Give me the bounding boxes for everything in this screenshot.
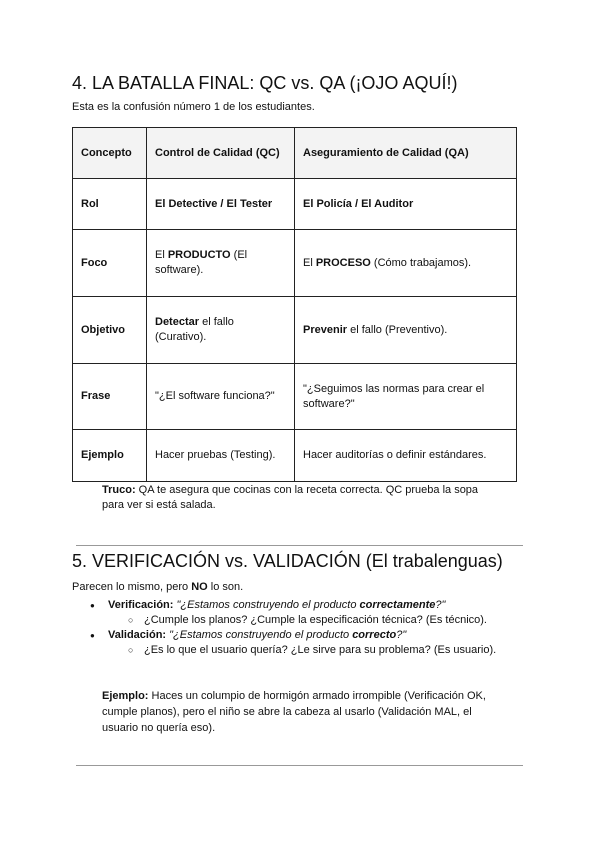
header-qc: Control de Calidad (QC) [147, 128, 295, 179]
item-quote-pre: "¿Estamos construyendo el producto [166, 629, 353, 641]
sub-list-item: ○ ¿Es lo que el usuario quería? ¿Le sirve para su problema? (Es usuario). [108, 643, 522, 658]
table-row [73, 430, 517, 482]
intro-bold: NO [191, 581, 208, 593]
example-text: Haces un columpio de hormigón armado irrompible (Verificación OK, cumple planos), pero el niño se abre la cabeza al usarlo (Validación MAL, el usuario no quería eso). [102, 690, 486, 734]
item-quote-bold: correcto [352, 629, 397, 641]
row-label: Objetivo [73, 297, 147, 364]
divider [76, 545, 523, 546]
item-label: Validación: [108, 629, 167, 641]
row-qa-text: El Policía / El Auditor [303, 197, 414, 210]
table-row [73, 230, 517, 297]
table-row [73, 364, 517, 430]
row-qc [147, 230, 295, 297]
item-label: Verificación: [108, 599, 174, 611]
list-item [72, 598, 522, 628]
row-qa [295, 179, 517, 230]
row-qa-post: el fallo (Preventivo). [347, 323, 448, 336]
table-header-row [73, 128, 517, 179]
qc-vs-qa-table [72, 127, 517, 482]
row-qa-pre: El [303, 256, 316, 269]
row-label: Rol [73, 179, 147, 230]
item-quote-pre: "¿Estamos construyendo el producto [173, 599, 360, 611]
row-qa: Hacer auditorías o definir estándares. [295, 430, 517, 482]
item-quote-post: ?" [435, 599, 446, 611]
item-quote-post: ?" [396, 629, 407, 641]
section-5-heading: 5. VERIFICACIÓN vs. VALIDACIÓN (El trabalenguas) [72, 551, 503, 571]
tip-text: QA te asegura que cocinas con la receta correcta. QC prueba la sopa para ver si está salada. [102, 484, 479, 511]
row-qa [295, 297, 517, 364]
row-qc-pre: El [155, 249, 168, 261]
divider [76, 765, 523, 766]
row-qc-post: (El software). [155, 249, 248, 276]
row-qc [147, 297, 295, 364]
row-label: Frase [73, 364, 147, 430]
row-label: Ejemplo [73, 430, 147, 482]
row-qa-bold: PROCESO [315, 256, 371, 269]
table-row [73, 179, 517, 230]
row-qa: "¿Seguimos las normas para crear el software?" [295, 364, 517, 430]
example-note [102, 688, 502, 736]
row-qa [295, 230, 517, 297]
list-item [72, 628, 522, 658]
intro-post: lo son. [207, 581, 244, 593]
intro-pre: Parecen lo mismo, pero [72, 581, 192, 593]
item-quote-bold: correctamente [359, 599, 436, 611]
section-4-heading: 4. LA BATALLA FINAL: QC vs. QA (¡OJO AQUÍ!) [72, 73, 458, 93]
definition-list [72, 598, 522, 658]
row-qc-bold: PRODUCTO [167, 249, 231, 261]
row-qc: "¿El software funciona?" [147, 364, 295, 430]
table-row [73, 297, 517, 364]
header-qa: Aseguramiento de Calidad (QA) [295, 128, 517, 179]
sub-list-item: ○ ¿Cumple los planos? ¿Cumple la especificación técnica? (Es técnico). [108, 613, 522, 628]
row-qc: Hacer pruebas (Testing). [147, 430, 295, 482]
header-concepto: Concepto [73, 128, 147, 179]
row-qc [147, 179, 295, 230]
tip-note [102, 483, 502, 513]
section-5-intro [72, 581, 243, 593]
example-label: Ejemplo: [102, 690, 149, 702]
row-qa-bold: Prevenir [303, 323, 348, 336]
row-qc-bold: Detectar [155, 316, 200, 328]
section-4-intro: Esta es la confusión número 1 de los estudiantes. [72, 101, 315, 113]
row-label: Foco [73, 230, 147, 297]
row-qc-text: El Detective / El Tester [155, 197, 273, 210]
row-qa-post: (Cómo trabajamos). [370, 256, 472, 269]
tip-label: Truco: [102, 484, 136, 496]
row-qc-post: el fallo (Curativo). [155, 316, 234, 343]
